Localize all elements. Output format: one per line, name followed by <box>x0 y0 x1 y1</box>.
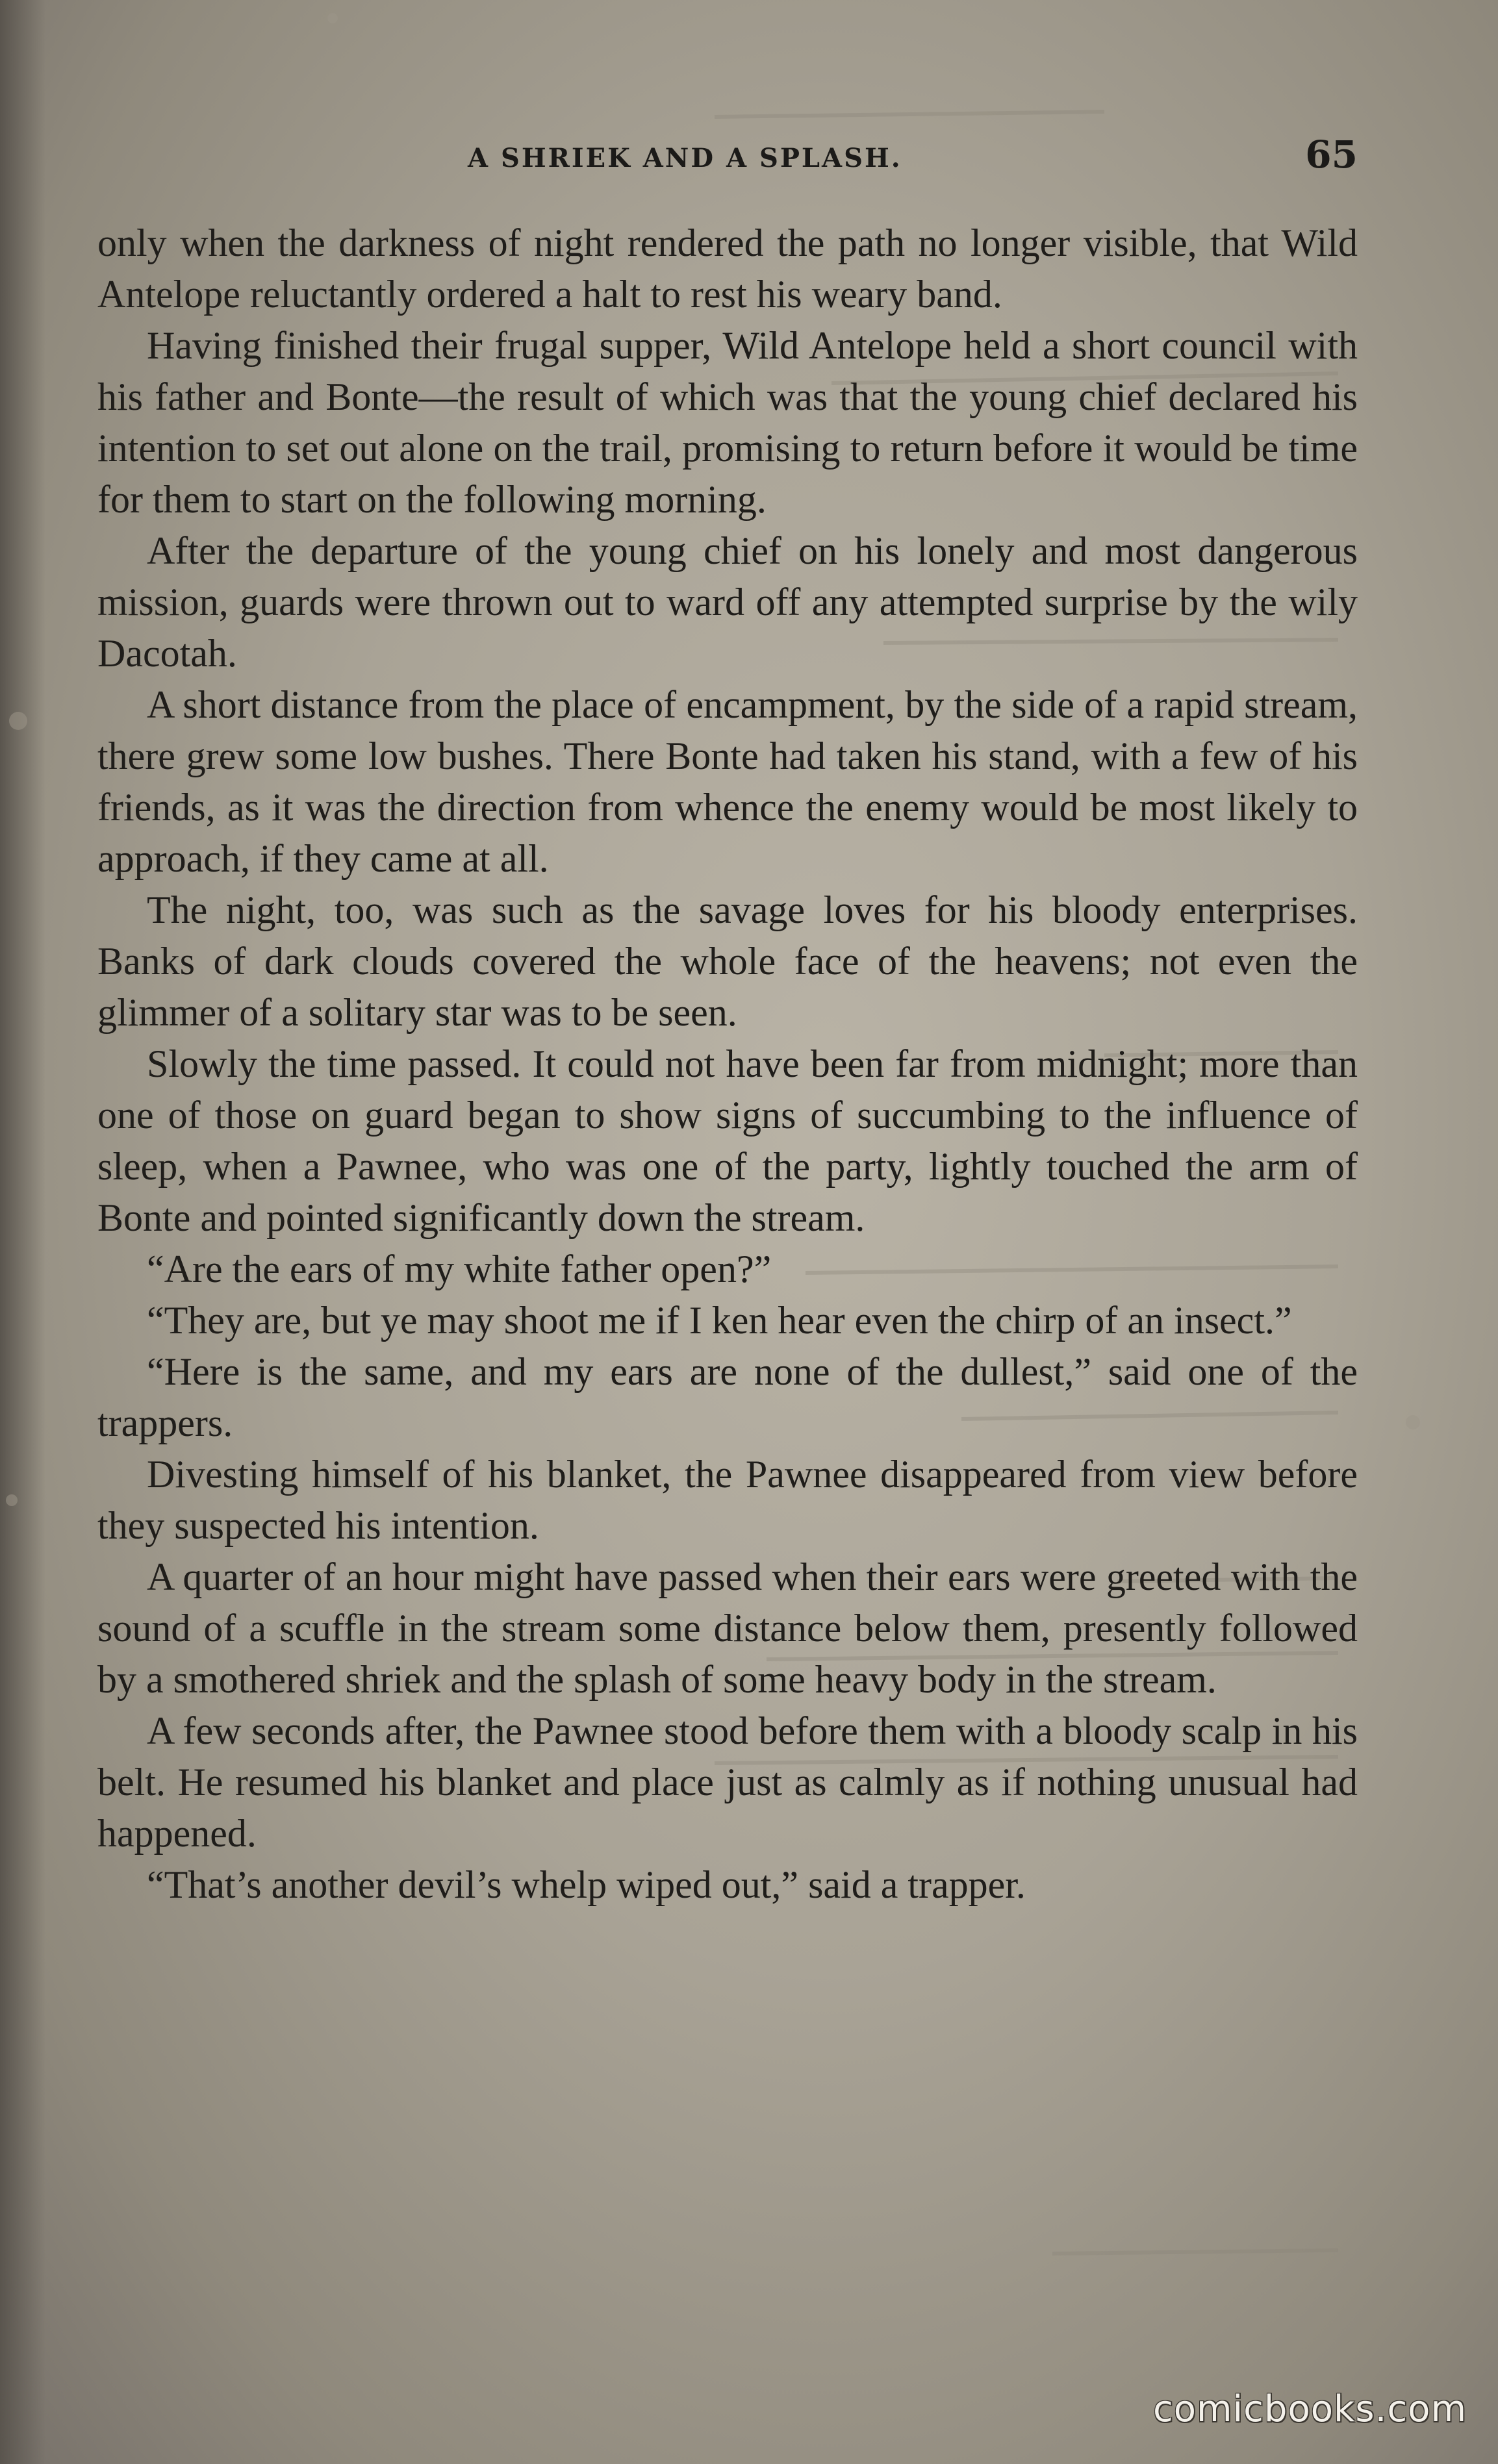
watermark: comicbooks.com <box>1152 2388 1467 2430</box>
running-head: A SHRIEK AND A SPLASH. <box>468 143 902 173</box>
paragraph: A few seconds after, the Pawnee stood before them with a bloody scalp in his belt. He resumed his blanket and place just as calmly as if nothing unusual had happened. <box>97 1709 1358 1855</box>
paragraph: Having finished their frugal supper, Wild Antelope held a short council with his father and Bonte—the result of which was that the young chief declared his intention to set out alone on the trail, promising to return before it would be time for them to start on the following morning. <box>97 324 1358 521</box>
paragraph: A short distance from the place of encampment, by the side of a rapid stream, there grew some low bushes. There Bonte had taken his stand, with a few of his friends, as it was the direction from whence the enemy would be most likely to approach, if they came at all. <box>97 683 1358 880</box>
page-number: 65 <box>1305 132 1358 177</box>
paragraph: After the departure of the young chief on his lonely and most dangerous mission, guards were thrown out to ward off any attempted surprise by the wily Dacotah. <box>97 529 1358 675</box>
paragraph: Slowly the time passed. It could not have been far from midnight; more than one of those on guard began to show signs of succumbing to the influence of sleep, when a Pawnee, who was one of the party, lightly touched the arm of Bonte and pointed significantly down the stream. <box>97 1042 1358 1239</box>
dialogue-paragraph: “Here is the same, and my ears are none of the dullest,” said one of the trappers. <box>97 1350 1358 1444</box>
paragraph: Divesting himself of his blanket, the Pawnee disappeared from view before they suspected his intention. <box>97 1453 1358 1547</box>
dialogue-paragraph: “That’s another devil’s whelp wiped out,” said a trapper. <box>147 1863 1026 1906</box>
body-text <box>97 218 1358 1911</box>
paragraph: The night, too, was such as the savage loves for his bloody enterprises. Banks of dark clouds covered the whole face of the heavens; not even the glimmer of a solitary star was to be seen. <box>97 888 1358 1034</box>
dialogue-paragraph: “They are, but ye may shoot me if I ken hear even the chirp of an insect.” <box>147 1299 1292 1342</box>
gutter-shadow <box>0 0 45 2464</box>
paragraph: A quarter of an hour might have passed when their ears were greeted with the sound of a scuffle in the stream some distance below them, presently followed by a smothered shriek and the splash of some heavy body in the stream. <box>97 1555 1358 1701</box>
dialogue-paragraph: “Are the ears of my white father open?” <box>147 1248 772 1290</box>
paragraph: only when the darkness of night rendered the path no longer visible, that Wild Antelope reluctantly ordered a halt to rest his weary band. <box>97 221 1358 316</box>
page-header <box>104 130 1358 188</box>
